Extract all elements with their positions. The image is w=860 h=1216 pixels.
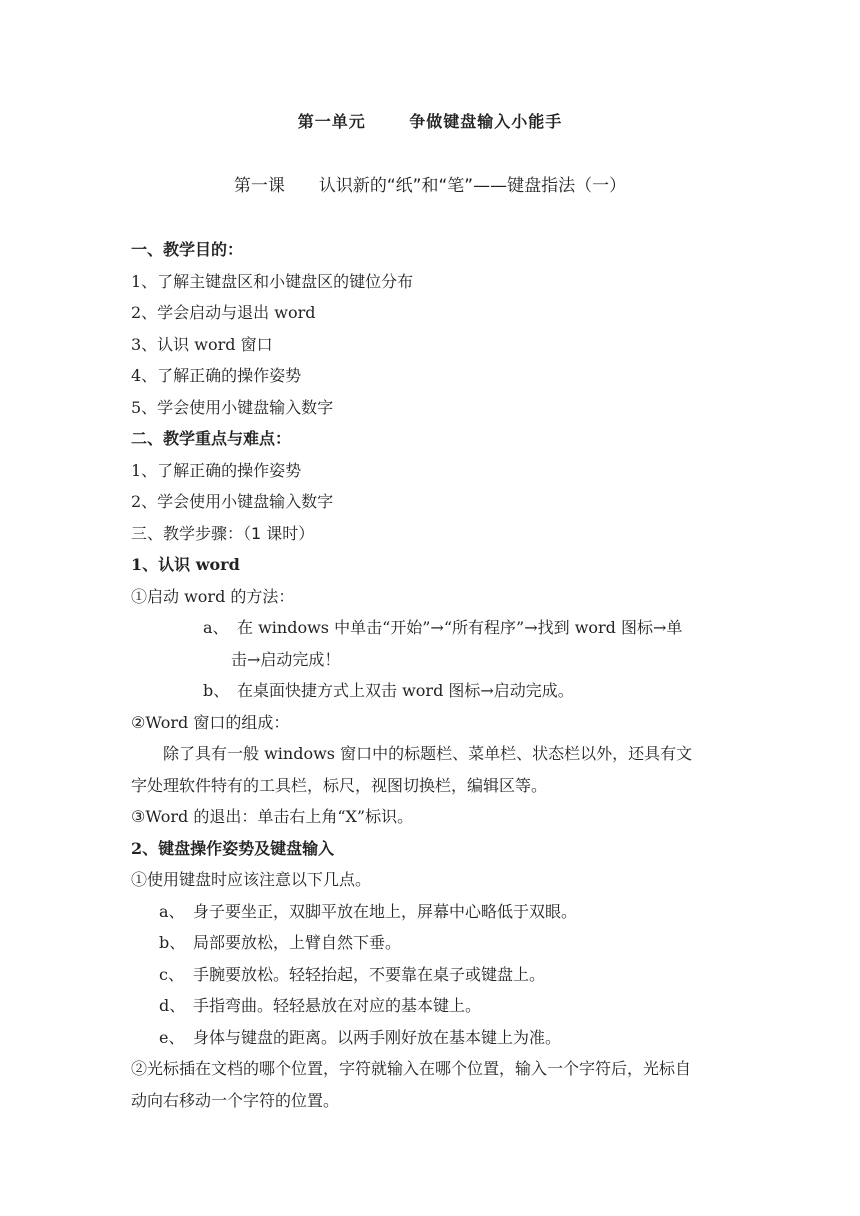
unit-title: 第一单元 争做键盘输入小能手 <box>297 112 563 131</box>
list-marker: d、 <box>159 996 186 1015</box>
key-point-item: 1、了解正确的操作姿势 <box>131 460 302 480</box>
objectives-heading: 一、教学目的： <box>131 240 244 259</box>
keyboard-point-item <box>131 927 741 959</box>
window-heading: ②Word 窗口的组成： <box>131 712 290 732</box>
start-heading: ①启动 word 的方法： <box>131 586 295 606</box>
steps-heading: 三、教学步骤：（1 课时） <box>131 523 315 543</box>
keyboard-point-text: 身子要坐正，双脚平放在地上，屏幕中心略低于双眼。 <box>193 901 578 921</box>
list-marker: b、 <box>159 933 186 952</box>
keyboard-point-text: 局部要放松，上臂自然下垂。 <box>193 933 402 952</box>
start-method-item <box>131 612 741 644</box>
keyboard-point-text: 手腕要放松。轻轻抬起，不要靠在桌子或键盘上。 <box>193 964 546 984</box>
cursor-paragraph-line: ②光标插在文档的哪个位置，字符就输入在哪个位置，输入一个字符后，光标自 <box>131 1059 692 1078</box>
key-point-item: 2、学会使用小键盘输入数字 <box>131 492 334 511</box>
start-method-text: 在桌面快捷方式上双击 word 图标→启动完成。 <box>237 681 574 700</box>
objective-item: 2、学会启动与退出 word <box>131 303 316 322</box>
exit-line: ③Word 的退出：单击右上角“X”标识。 <box>131 807 414 826</box>
keyboard-heading: ①使用键盘时应该注意以下几点。 <box>131 870 372 889</box>
window-paragraph-line: 除了具有一般 windows 窗口中的标题栏、菜单栏、状态栏以外，还具有文 <box>163 744 693 763</box>
keyboard-point-item <box>131 1022 741 1054</box>
start-method-text: 在 windows 中单击“开始”→“所有程序”→找到 word 图标→单 <box>237 618 683 637</box>
keyboard-point-text: 手指弯曲。轻轻悬放在对应的基本键上。 <box>193 996 482 1015</box>
list-marker: a、 <box>203 618 229 637</box>
keyboard-point-text: 身体与键盘的距离。以两手刚好放在基本键上为准。 <box>193 1027 562 1047</box>
objective-item: 1、了解主键盘区和小键盘区的键位分布 <box>131 271 414 291</box>
lesson-title: 第一课 认识新的“纸”和“笔”——键盘指法（一） <box>233 176 627 196</box>
cursor-paragraph-line: 动向右移动一个字符的位置。 <box>131 1090 340 1110</box>
keyboard-point-item <box>131 896 741 928</box>
list-marker: b、 <box>203 681 230 700</box>
list-marker: a、 <box>159 901 185 921</box>
objective-item: 3、认识 word 窗口 <box>131 334 273 354</box>
key-points-heading: 二、教学重点与难点： <box>131 429 292 448</box>
document-body <box>131 234 741 1116</box>
step2-heading: 2、键盘操作姿势及键盘输入 <box>131 838 335 858</box>
start-method-item <box>131 675 741 707</box>
list-marker: c、 <box>159 964 184 984</box>
objective-item: 5、学会使用小键盘输入数字 <box>131 397 334 417</box>
keyboard-point-item <box>131 990 741 1022</box>
window-paragraph-line: 字处理软件特有的工具栏，标尺，视图切换栏，编辑区等。 <box>131 775 548 795</box>
keyboard-point-item <box>131 959 741 991</box>
list-marker: e、 <box>159 1027 185 1047</box>
objective-item: 4、了解正确的操作姿势 <box>131 366 302 385</box>
start-method-continuation: 击→启动完成！ <box>231 649 341 669</box>
step1-heading: 1、认识 word <box>131 555 240 574</box>
